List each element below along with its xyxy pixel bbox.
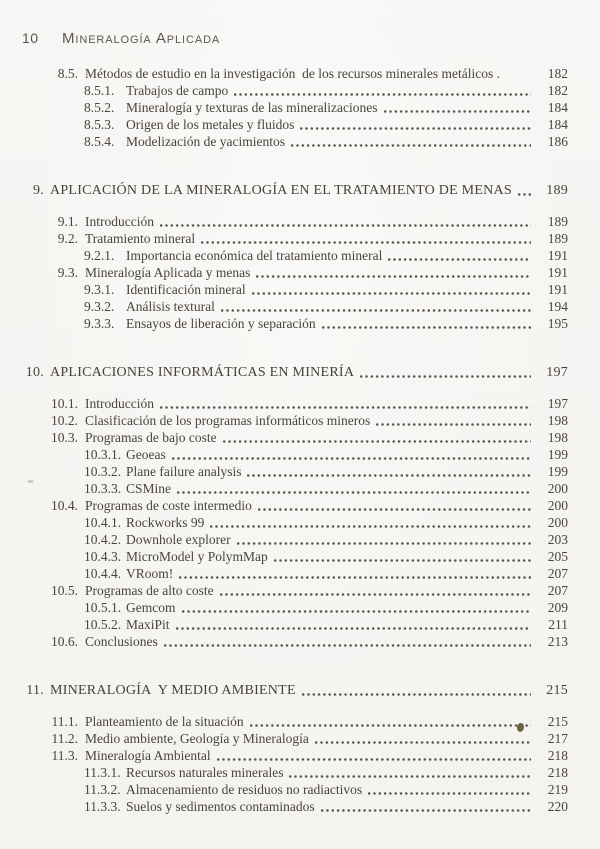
toc-entry xyxy=(0,713,568,730)
toc-block xyxy=(0,65,568,150)
toc-block xyxy=(0,682,568,815)
entry-number: 9.3. xyxy=(57,265,78,280)
entry-title: Programas de coste intermedio xyxy=(85,498,252,513)
entry-title: MicroModel y PolymMap xyxy=(126,549,268,564)
entry-title: CSMine xyxy=(126,481,172,496)
dot-leader xyxy=(300,127,531,130)
entry-title: Rockworks 99 xyxy=(126,515,205,530)
running-header xyxy=(0,30,568,47)
entry-number: 10. xyxy=(25,365,44,380)
entry-number: 9.3.3. xyxy=(84,316,115,331)
entry-number: 8.5.4. xyxy=(84,134,115,149)
dot-leader xyxy=(289,775,531,778)
entry-title: Introducción xyxy=(85,214,154,229)
entry-number: 11. xyxy=(26,683,44,698)
entry-page: 195 xyxy=(547,316,568,331)
entry-title: Programas de bajo coste xyxy=(85,430,217,445)
entry-title: Identificación mineral xyxy=(126,282,246,297)
entry-title: MaxiPit xyxy=(126,617,170,632)
toc-chapter-heading xyxy=(0,682,568,699)
table-of-contents xyxy=(0,65,568,815)
entry-number: 11.3.2. xyxy=(84,782,121,797)
dot-leader xyxy=(388,258,531,261)
entry-page: 207 xyxy=(547,566,568,581)
dot-leader xyxy=(274,559,531,562)
entry-page: 200 xyxy=(547,481,568,496)
dot-leader xyxy=(210,525,531,528)
toc-entry xyxy=(0,582,568,599)
entry-title: Plane failure analysis xyxy=(126,464,242,479)
entry-number: 11.3. xyxy=(51,748,78,763)
entry-page: 191 xyxy=(547,265,568,280)
entry-number: 10.5.1. xyxy=(84,600,122,615)
entry-title: Planteamiento de la situación xyxy=(85,714,244,729)
toc-chapter-heading xyxy=(0,182,568,199)
entry-title: Medio ambiente, Geología y Mineralogía xyxy=(85,731,309,746)
entry-number: 10.3.2. xyxy=(84,464,122,479)
header-page-number: 10 xyxy=(22,30,39,46)
entry-page: 217 xyxy=(547,731,568,746)
entry-number: 10.3. xyxy=(51,430,78,445)
toc-entry xyxy=(0,514,568,531)
dot-leader xyxy=(172,457,531,460)
entry-page: 203 xyxy=(547,532,568,547)
dot-leader xyxy=(518,193,531,196)
entry-page: 189 xyxy=(547,214,568,229)
toc-entry xyxy=(0,298,568,315)
entry-number: 9. xyxy=(33,183,44,198)
dot-leader xyxy=(376,423,531,426)
entry-title: Ensayos de liberación y separación xyxy=(126,316,316,331)
entry-number: 10.3.1. xyxy=(84,447,122,462)
dot-leader xyxy=(234,93,531,96)
entry-number: 8.5. xyxy=(57,66,78,81)
toc-entry xyxy=(0,480,568,497)
dot-leader xyxy=(160,224,531,227)
entry-title: Métodos de estudio en la investigación de los recursos minerales metálicos . xyxy=(85,66,501,81)
entry-page: 200 xyxy=(547,515,568,530)
entry-number: 11.2. xyxy=(51,731,78,746)
entry-title: Mineralogía y texturas de las mineralizaciones xyxy=(126,100,378,115)
entry-page: 182 xyxy=(547,66,568,81)
entry-page: 197 xyxy=(546,365,568,380)
entry-number: 10.4.3. xyxy=(84,549,122,564)
entry-page: 197 xyxy=(547,396,568,411)
entry-number: 8.5.3. xyxy=(84,117,115,132)
entry-page: 182 xyxy=(547,83,568,98)
toc-block xyxy=(0,364,568,650)
entry-title: Mineralogía Ambiental xyxy=(85,748,211,763)
dot-leader xyxy=(506,76,531,79)
entry-number: 9.3.1. xyxy=(84,282,115,297)
entry-title: Introducción xyxy=(85,396,154,411)
toc-entry xyxy=(0,497,568,514)
toc-entry xyxy=(0,247,568,264)
dot-leader xyxy=(223,440,531,443)
entry-number: 9.3.2. xyxy=(84,299,115,314)
entry-title: Modelización de yacimientos xyxy=(126,134,285,149)
dot-leader xyxy=(250,724,531,727)
entry-number: 10.4.4. xyxy=(84,566,122,581)
toc-entry xyxy=(0,616,568,633)
toc-entry xyxy=(0,531,568,548)
entry-page: 215 xyxy=(547,714,568,729)
entry-title: VRoom! xyxy=(126,566,174,581)
entry-number: 9.1. xyxy=(57,214,78,229)
entry-title: Programas de alto coste xyxy=(85,583,214,598)
entry-page: 219 xyxy=(547,782,568,797)
toc-entry xyxy=(0,281,568,298)
toc-entry xyxy=(0,781,568,798)
entry-title: Importancia económica del tratamiento mineral xyxy=(126,248,383,263)
entry-number: 10.4. xyxy=(51,498,78,513)
dot-leader xyxy=(247,474,531,477)
entry-page: 191 xyxy=(547,282,568,297)
dot-leader xyxy=(315,741,531,744)
entry-page: 200 xyxy=(547,498,568,513)
entry-page: 184 xyxy=(547,100,568,115)
entry-number: 10.5.2. xyxy=(84,617,122,632)
dot-leader xyxy=(176,627,531,630)
dot-leader xyxy=(360,375,531,378)
toc-entry xyxy=(0,412,568,429)
dot-leader xyxy=(302,693,531,696)
entry-page: 211 xyxy=(548,617,568,632)
entry-number: 9.2. xyxy=(57,231,78,246)
toc-entry xyxy=(0,633,568,650)
dot-leader xyxy=(252,292,531,295)
entry-title: MINERALOGÍA Y MEDIO AMBIENTE xyxy=(50,683,296,698)
dot-leader xyxy=(221,309,531,312)
toc-entry xyxy=(0,65,568,82)
header-book-title: Mineralogía Aplicada xyxy=(62,30,221,47)
entry-number: 8.5.1. xyxy=(84,83,115,98)
entry-number: 9.2.1. xyxy=(84,248,115,263)
entry-title: Mineralogía Aplicada y menas xyxy=(85,265,251,280)
entry-page: 189 xyxy=(547,231,568,246)
faint-speck xyxy=(27,480,34,483)
toc-entry xyxy=(0,599,568,616)
toc-chapter-heading xyxy=(0,364,568,381)
entry-number: 11.1. xyxy=(51,714,78,729)
entry-number: 10.6. xyxy=(51,634,78,649)
entry-title: Almacenamiento de residuos no radiactivos xyxy=(126,782,363,797)
dot-leader xyxy=(201,241,531,244)
entry-number: 8.5.2. xyxy=(84,100,115,115)
entry-title: Trabajos de campo xyxy=(126,83,229,98)
entry-title: Análisis textural xyxy=(126,299,215,314)
entry-page: 215 xyxy=(546,683,568,698)
dot-leader xyxy=(237,542,531,545)
entry-page: 186 xyxy=(547,134,568,149)
toc-entry xyxy=(0,747,568,764)
entry-title: Geoeas xyxy=(126,447,166,462)
entry-title: Conclusiones xyxy=(85,634,158,649)
entry-title: Recursos naturales minerales xyxy=(126,765,284,780)
entry-page: 213 xyxy=(547,634,568,649)
entry-page: 199 xyxy=(547,464,568,479)
entry-page: 199 xyxy=(547,447,568,462)
dot-leader xyxy=(217,758,531,761)
entry-page: 218 xyxy=(547,748,568,763)
toc-entry xyxy=(0,446,568,463)
toc-entry xyxy=(0,264,568,281)
dot-leader xyxy=(368,792,531,795)
dot-leader xyxy=(384,110,531,113)
entry-page: 194 xyxy=(547,299,568,314)
toc-entry xyxy=(0,213,568,230)
dot-leader xyxy=(160,406,531,409)
entry-title: APLICACIÓN DE LA MINERALOGÍA EN EL TRATAMIENTO DE MENAS xyxy=(50,183,512,198)
entry-number: 10.4.2. xyxy=(84,532,122,547)
entry-number: 10.1. xyxy=(51,396,78,411)
dot-leader xyxy=(322,326,531,329)
entry-title: APLICACIONES INFORMÁTICAS EN MINERÍA xyxy=(50,365,355,380)
dot-leader xyxy=(179,576,531,579)
toc-entry xyxy=(0,99,568,116)
entry-title: Gemcom xyxy=(126,600,176,615)
dot-leader xyxy=(220,593,531,596)
toc-entry xyxy=(0,133,568,150)
entry-number: 11.3.1. xyxy=(84,765,121,780)
toc-entry xyxy=(0,565,568,582)
toc-entry xyxy=(0,463,568,480)
entry-title: Origen de los metales y fluidos xyxy=(126,117,295,132)
toc-entry xyxy=(0,798,568,815)
entry-title: Tratamiento mineral xyxy=(85,231,196,246)
entry-number: 10.3.3. xyxy=(84,481,122,496)
entry-number: 10.5. xyxy=(51,583,78,598)
dot-leader xyxy=(321,809,531,812)
toc-entry xyxy=(0,395,568,412)
dot-leader xyxy=(164,644,531,647)
entry-title: Downhole explorer xyxy=(126,532,231,547)
dot-leader xyxy=(182,610,532,613)
entry-page: 209 xyxy=(547,600,568,615)
toc-block xyxy=(0,182,568,332)
toc-entry xyxy=(0,730,568,747)
toc-entry xyxy=(0,429,568,446)
toc-entry xyxy=(0,548,568,565)
toc-entry xyxy=(0,764,568,781)
dot-leader xyxy=(177,491,531,494)
entry-page: 184 xyxy=(547,117,568,132)
toc-entry xyxy=(0,315,568,332)
entry-page: 198 xyxy=(547,413,568,428)
entry-page: 205 xyxy=(547,549,568,564)
toc-entry xyxy=(0,82,568,99)
entry-title: Clasificación de los programas informáticos mineros xyxy=(85,413,371,428)
entry-number: 11.3.3. xyxy=(84,799,121,814)
toc-entry xyxy=(0,230,568,247)
toc-entry xyxy=(0,116,568,133)
dot-leader xyxy=(256,275,531,278)
dot-leader xyxy=(291,144,531,147)
entry-page: 218 xyxy=(547,765,568,780)
entry-number: 10.2. xyxy=(51,413,78,428)
entry-title: Suelos y sedimentos contaminados xyxy=(126,799,315,814)
entry-page: 189 xyxy=(546,183,568,198)
dot-leader xyxy=(258,508,531,511)
entry-number: 10.4.1. xyxy=(84,515,122,530)
entry-page: 220 xyxy=(547,799,568,814)
entry-page: 198 xyxy=(547,430,568,445)
entry-page: 207 xyxy=(547,583,568,598)
entry-page: 191 xyxy=(547,248,568,263)
